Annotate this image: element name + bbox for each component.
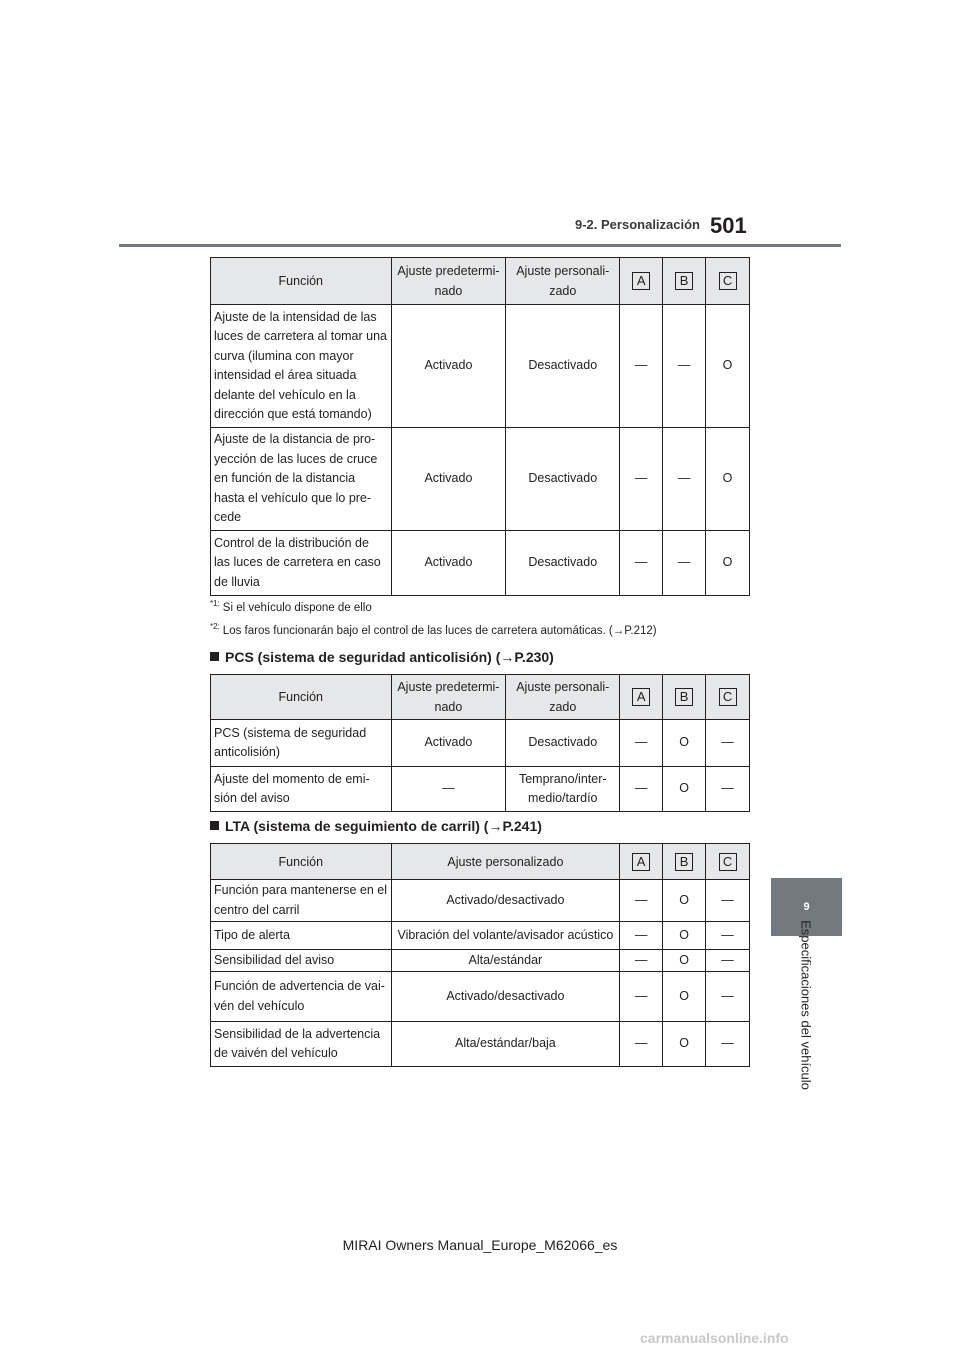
cell-custom: Desactivado	[506, 531, 620, 596]
cell-b: O	[663, 720, 706, 767]
cell-custom: Alta/estándar	[391, 950, 620, 972]
column-header-function: Función	[211, 675, 392, 720]
table-row	[211, 720, 750, 767]
column-header-b: B	[663, 844, 706, 880]
column-header-a: A	[620, 675, 663, 720]
cell-default: Activado	[391, 305, 506, 428]
chapter-tab: 9	[771, 878, 842, 936]
table-row	[211, 922, 750, 950]
column-header-c: C	[706, 258, 750, 305]
footnote-1: $^{*1:}$ Si el vehículo dispone de ello	[210, 599, 372, 614]
cell-a: —	[620, 305, 663, 428]
cell-function: Sensibilidad del aviso	[211, 950, 392, 972]
table-header-row	[211, 258, 750, 305]
cell-function: Ajuste del momento de emi-sión del aviso	[211, 767, 392, 812]
cell-function: Ajuste de la intensidad de las luces de carretera al tomar una curva (ilumina con mayor intensidad el área situada delante del vehículo en la dirección que está tomando)	[211, 305, 392, 428]
cell-b: —	[663, 531, 706, 596]
table-header-row	[211, 675, 750, 720]
section-title: 9-2. Personalización	[575, 217, 700, 232]
column-header-default: Ajuste predetermi-nado	[391, 258, 506, 305]
cell-c: O	[706, 305, 750, 428]
column-header-c: C	[706, 675, 750, 720]
table-row	[211, 972, 750, 1022]
cell-custom: Desactivado	[506, 720, 620, 767]
column-header-a: A	[620, 258, 663, 305]
cell-c: —	[706, 720, 750, 767]
cell-custom: Vibración del volante/avisador acústico	[391, 922, 620, 950]
cell-custom: Desactivado	[506, 305, 620, 428]
headlight-settings-table	[210, 257, 750, 596]
cell-function: Sensibilidad de la advertencia de vaivén del vehículo	[211, 1022, 392, 1067]
cell-c: —	[706, 1022, 750, 1067]
cell-function: Control de la distribución de las luces de carretera en caso de lluvia	[211, 531, 392, 596]
cell-c: —	[706, 972, 750, 1022]
cell-function: Función de advertencia de vai-vén del vehículo	[211, 972, 392, 1022]
cell-c: O	[706, 428, 750, 531]
cell-c: —	[706, 880, 750, 922]
table-row	[211, 1022, 750, 1067]
cell-function: Ajuste de la distancia de pro-yección de las luces de cruce en función de la distancia hasta el vehículo que lo pre-cede	[211, 428, 392, 531]
cell-a: —	[620, 880, 663, 922]
column-header-default: Ajuste predetermi-nado	[391, 675, 506, 720]
table-row	[211, 950, 750, 972]
cell-custom: Temprano/inter-medio/tardío	[506, 767, 620, 812]
cell-a: —	[620, 922, 663, 950]
footer-document-name: MIRAI Owners Manual_Europe_M62066_es	[342, 1237, 618, 1253]
cell-a: —	[620, 531, 663, 596]
column-header-custom: Ajuste personalizado	[391, 844, 620, 880]
cell-custom: Activado/desactivado	[391, 880, 620, 922]
cell-function: PCS (sistema de seguridad anticolisión)	[211, 720, 392, 767]
cell-default: Activado	[391, 428, 506, 531]
cell-a: —	[620, 972, 663, 1022]
page-number: 501	[710, 213, 747, 238]
chapter-label: Especificaciones del vehículo	[798, 920, 814, 1090]
cell-c: —	[706, 950, 750, 972]
column-header-b: B	[663, 675, 706, 720]
cell-b: O	[663, 950, 706, 972]
cell-a: —	[620, 950, 663, 972]
cell-default: Activado	[391, 531, 506, 596]
header-rule	[119, 244, 841, 247]
table-row	[211, 531, 750, 596]
column-header-custom: Ajuste personali-zado	[506, 258, 620, 305]
section-heading-lta: LTA (sistema de seguimiento de carril) (→P.241)	[210, 818, 542, 834]
cell-b: O	[663, 880, 706, 922]
lta-settings-table	[210, 843, 750, 1067]
cell-a: —	[620, 428, 663, 531]
cell-custom: Alta/estándar/baja	[391, 1022, 620, 1067]
cell-b: O	[663, 972, 706, 1022]
square-bullet-icon	[210, 821, 219, 830]
cell-default: —	[391, 767, 506, 812]
section-heading-pcs: PCS (sistema de seguridad anticolisión) (→P.230)	[210, 649, 554, 665]
column-header-a: A	[620, 844, 663, 880]
cell-a: —	[620, 1022, 663, 1067]
table-row	[211, 767, 750, 812]
table-row	[211, 880, 750, 922]
cell-default: Activado	[391, 720, 506, 767]
column-header-function: Función	[211, 844, 392, 880]
cell-a: —	[620, 767, 663, 812]
footnote-2: $^{*2:}$ Los faros funcionarán bajo el control de las luces de carretera automáticas. (→P.212)	[210, 622, 657, 637]
cell-c: —	[706, 922, 750, 950]
cell-c: —	[706, 767, 750, 812]
cell-custom: Activado/desactivado	[391, 972, 620, 1022]
column-header-c: C	[706, 844, 750, 880]
cell-custom: Desactivado	[506, 428, 620, 531]
column-header-b: B	[663, 258, 706, 305]
cell-function: Función para mantenerse en el centro del carril	[211, 880, 392, 922]
column-header-function: Función	[211, 258, 392, 305]
watermark: carmanualsonline.info	[640, 1330, 789, 1346]
table-header-row	[211, 844, 750, 880]
cell-b: —	[663, 428, 706, 531]
cell-a: —	[620, 720, 663, 767]
cell-c: O	[706, 531, 750, 596]
cell-b: O	[663, 922, 706, 950]
square-bullet-icon	[210, 652, 219, 661]
pcs-settings-table	[210, 674, 750, 812]
cell-b: O	[663, 767, 706, 812]
cell-function: Tipo de alerta	[211, 922, 392, 950]
cell-b: —	[663, 305, 706, 428]
table-row	[211, 305, 750, 428]
table-row	[211, 428, 750, 531]
column-header-custom: Ajuste personali-zado	[506, 675, 620, 720]
cell-b: O	[663, 1022, 706, 1067]
